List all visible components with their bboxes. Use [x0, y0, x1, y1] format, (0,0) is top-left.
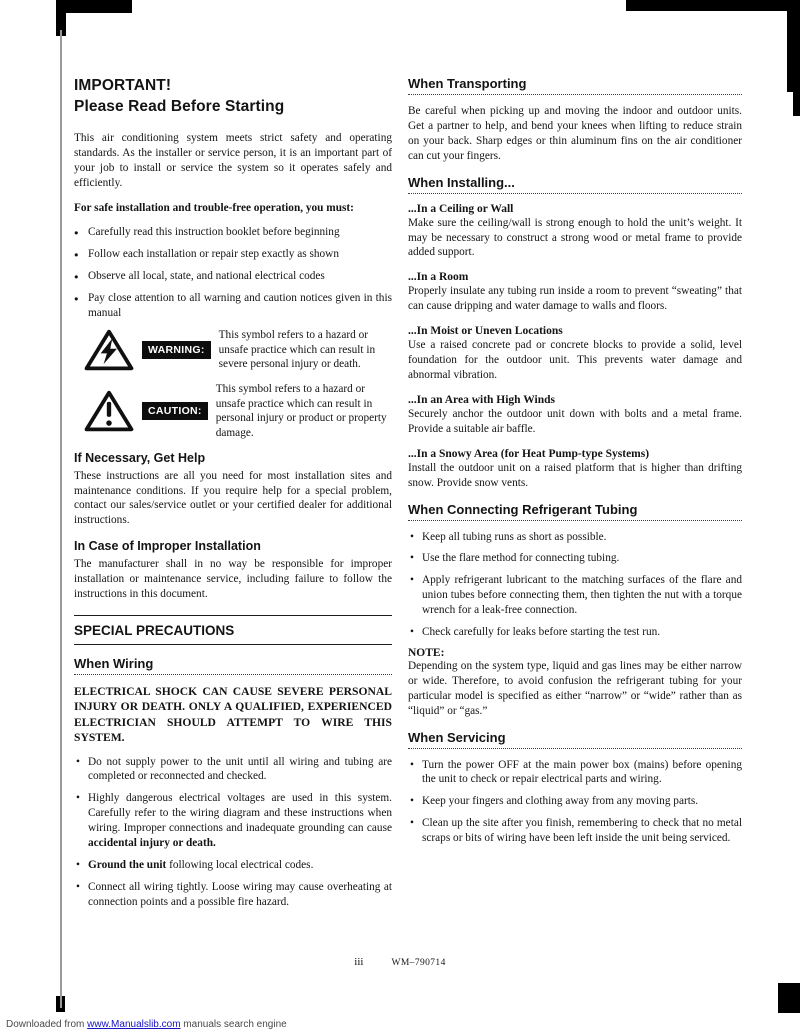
paragraph: Make sure the ceiling/wall is strong enough to hold the unit’s weight. It may be necessary to construct a strong wood or metal frame to provide added support.: [408, 216, 742, 259]
list-item: • Do not supply power to the unit until all wiring and tubing are completed or reconnected and checked.: [74, 755, 392, 785]
paragraph: Use a raised concrete pad or concrete blocks to provide a solid, level foundation for the outdoor unit. This prevents water damage and abnormal vibration.: [408, 339, 742, 381]
warning-label: WARNING:: [142, 341, 211, 359]
text-bold: Ground the unit: [88, 859, 167, 872]
sub-heading: ...In a Room: [408, 271, 469, 284]
text-run: following local electrical codes.: [166, 859, 314, 872]
sub-heading: ...In a Ceiling or Wall: [408, 202, 514, 215]
sub-heading: ...In an Area with High Winds: [408, 393, 555, 406]
page-edge-shadow: [60, 30, 62, 1008]
list-item: • Use the flare method for connecting tubing.: [408, 551, 742, 566]
page-footer: [0, 956, 800, 968]
paragraph: Install the outdoor unit on a raised platform that is higher than drifting snow. Provide snow vents.: [408, 461, 742, 489]
text-run: Highly dangerous electrical voltages are used in this system. Carefully refer to the wiring diagram and these instructions when wiring. Improper connections and inadequate grounding can cause: [88, 792, 392, 835]
list-item: • Connect all wiring tightly. Loose wiring may cause overheating at connection points and a possible fire hazard.: [74, 880, 392, 910]
transporting-paragraph: Be careful when picking up and moving the indoor and outdoor units. Get a partner to help, and bend your knees when lifting to reduce strain on your back. Sharp edges or thin aluminum fins on the air conditioner can cut your fingers.: [408, 105, 742, 162]
servicing-list: [408, 758, 742, 847]
list-item: [74, 791, 392, 851]
section-refrigerant-tubing: [408, 502, 742, 719]
scan-artifact: [787, 0, 800, 92]
caution-text: This symbol refers to a hazard or unsafe practice which can result in personal injury or product or property damage.: [215, 382, 387, 439]
list-item: ● Follow each installation or repair step exactly as shown: [74, 247, 392, 262]
scan-artifact: [793, 92, 800, 116]
scan-artifact: [778, 983, 800, 1013]
caution-triangle-icon: [84, 389, 134, 433]
safe-operation-list: [74, 225, 392, 321]
warning-triangle-icon: [84, 328, 134, 372]
section-heading-when-wiring: When Wiring: [74, 656, 392, 675]
warning-text: This symbol refers to a hazard or unsafe practice which can result in severe personal injury or death.: [218, 328, 376, 371]
improper-installation-paragraph: The manufacturer shall in no way be responsible for improper installation or maintenance service, including failure to follow the instructions in this document.: [74, 558, 392, 601]
list-item: • Check carefully for leaks before starting the test run.: [408, 625, 742, 640]
right-column: [408, 76, 742, 917]
installing-item: [408, 448, 742, 491]
refrigerant-tubing-list: [408, 530, 742, 640]
installing-item: [408, 394, 742, 437]
list-item: • Clean up the site after you finish, remembering to check that no metal scraps or bits of wiring have been left inside the unit being serviced.: [408, 816, 742, 846]
manualslib-watermark: [6, 1019, 287, 1030]
watermark-prefix: Downloaded from: [6, 1019, 88, 1030]
special-precautions-heading: SPECIAL PRECAUTIONS: [74, 615, 392, 645]
installing-item: [408, 271, 742, 314]
text-bold: accidental injury or death.: [88, 837, 216, 850]
improper-installation-heading: In Case of Improper Installation: [74, 539, 261, 554]
section-installing: [408, 175, 742, 491]
section-heading-servicing: When Servicing: [408, 730, 742, 749]
note-paragraph: Depending on the system type, liquid and gas lines may be either narrow or wide. Therefore, to avoid confusion the refrigerant tubing for your particular model is specified as either “narrow” or “wide” rather than as “liquid” or “gas.”: [408, 659, 742, 717]
section-transporting: [408, 76, 742, 164]
document-code: WM–790714: [391, 958, 446, 968]
list-item: • Turn the power OFF at the main power box (mains) before opening the unit to check or repair electrical parts and wiring.: [408, 758, 742, 788]
list-item: • Keep your fingers and clothing away from any moving parts.: [408, 794, 742, 809]
sub-heading: ...In Moist or Uneven Locations: [408, 325, 563, 338]
list-item: ● Pay close attention to all warning and caution notices given in this manual: [74, 291, 392, 321]
scan-artifact: [56, 0, 132, 13]
page-title-line2: Please Read Before Starting: [74, 97, 285, 115]
watermark-suffix: manuals search engine: [180, 1019, 287, 1030]
caution-symbol-row: [84, 382, 392, 441]
installing-item: [408, 325, 742, 383]
list-item: ● Carefully read this instruction booklet before beginning: [74, 225, 392, 240]
section-heading-refrigerant-tubing: When Connecting Refrigerant Tubing: [408, 502, 742, 521]
sub-heading: ...In a Snowy Area (for Heat Pump-type Systems): [408, 447, 650, 460]
installing-item: [408, 203, 742, 261]
page-title: [74, 76, 392, 118]
left-column: [74, 76, 392, 917]
intro-paragraph: This air conditioning system meets strict safety and operating standards. As the installer or service person, it is an important part of your job to install or service the system so it operates safely and efficiently.: [74, 131, 392, 189]
list-item: [74, 858, 392, 873]
list-item: ● Observe all local, state, and national electrical codes: [74, 269, 392, 284]
manualslib-link[interactable]: www.Manualslib.com: [87, 1019, 181, 1030]
page-number: iii: [354, 956, 364, 968]
safe-operation-lead: For safe installation and trouble-free operation, you must:: [74, 202, 354, 215]
section-heading-installing: When Installing...: [408, 175, 742, 194]
electrical-shock-warning: ELECTRICAL SHOCK CAN CAUSE SEVERE PERSONAL INJURY OR DEATH. ONLY A QUALIFIED, EXPERIENCED ELECTRICIAN SHOULD ATTEMPT TO WIRE THIS SYSTEM.: [74, 684, 392, 745]
section-heading-transporting: When Transporting: [408, 76, 742, 95]
manual-page-content: [74, 76, 742, 917]
list-item: • Apply refrigerant lubricant to the matching surfaces of the flare and union tubes before connecting them, then tighten the nut with a torque wrench for a leak-free connection.: [408, 573, 742, 618]
section-servicing: [408, 730, 742, 847]
wiring-precautions-list: [74, 755, 392, 910]
note-heading: NOTE:: [408, 646, 445, 659]
paragraph: Properly insulate any tubing run inside a room to prevent “sweating” that can cause dripping and water damage to walls and floors.: [408, 285, 742, 313]
list-item: • Keep all tubing runs as short as possible.: [408, 530, 742, 545]
scan-artifact: [626, 0, 800, 11]
page-title-line1: IMPORTANT!: [74, 77, 172, 94]
get-help-heading: If Necessary, Get Help: [74, 450, 206, 465]
paragraph: Securely anchor the outdoor unit down with bolts and a metal frame. Provide a suitable air baffle.: [408, 407, 742, 435]
warning-symbol-row: [84, 328, 392, 372]
get-help-paragraph: These instructions are all you need for most installation sites and maintenance conditions. If you require help for a special problem, contact our sales/service outlet or your certified dealer for additional instructions.: [74, 469, 392, 527]
caution-label: CAUTION:: [142, 402, 208, 420]
